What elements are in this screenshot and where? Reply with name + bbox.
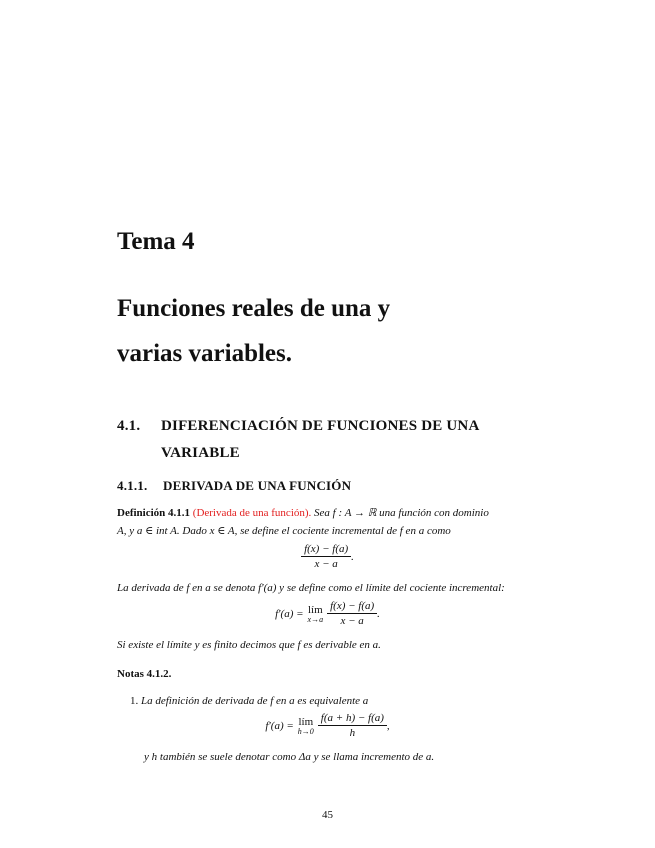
equation-derivative-definition xyxy=(0,600,655,627)
subsection-number: 4.1.1. xyxy=(117,478,148,493)
list-item-number: 1. xyxy=(130,695,139,707)
notes-item1-text: La definición de derivada de f en a es equivalente a xyxy=(141,695,369,707)
equation-derivative-increment xyxy=(0,712,655,739)
equation-punctuation: , xyxy=(386,719,390,732)
subsection-title: DERIVADA DE UNA FUNCIÓN xyxy=(163,478,352,493)
limit-subscript: x→a xyxy=(307,614,324,624)
definition-line1-rest: Sea f : A → ℝ una función con dominio xyxy=(314,507,489,519)
limit-symbol: lím xyxy=(298,715,314,728)
definition-line1 xyxy=(117,504,537,522)
chapter-label: Tema 4 xyxy=(117,228,195,255)
limit-subscript: h→0 xyxy=(297,726,314,736)
fraction-numerator: f(x) − f(a) xyxy=(327,600,377,614)
fraction xyxy=(327,600,377,627)
fraction xyxy=(301,543,351,570)
equation-incremental-quotient xyxy=(0,543,655,570)
section-title-line2: VARIABLE xyxy=(161,445,240,461)
definition-line2: A, y a ∈ int A. Dado x ∈ A, se define el cociente incremental de f en a como xyxy=(117,525,451,537)
definition-label: Definición 4.1.1 xyxy=(117,507,191,519)
fraction-numerator: f(a + h) − f(a) xyxy=(318,712,387,726)
equation-lhs: f′(a) = xyxy=(275,607,304,620)
notes-item1 xyxy=(130,692,368,710)
notes-label: Notas 4.1.2. xyxy=(117,668,172,680)
fraction-denominator: h xyxy=(349,727,356,739)
notes-item1-continuation: y h también se suele denotar como Δa y se llama incremento de a. xyxy=(144,751,435,763)
section-number: 4.1. xyxy=(117,418,141,434)
page-number: 45 xyxy=(322,809,333,821)
equation-punctuation: . xyxy=(377,607,380,620)
fraction xyxy=(318,712,387,739)
chapter-title-line2: varias variables. xyxy=(117,340,292,367)
fraction-denominator: x − a xyxy=(314,558,338,570)
definition-line3: La derivada de f en a se denota f′(a) y se define como el límite del cociente incremental: xyxy=(117,582,505,594)
limit-symbol: lím xyxy=(307,603,323,616)
section-title-line1: DIFERENCIACIÓN DE FUNCIONES DE UNA xyxy=(161,418,480,434)
definition-name: (Derivada de una función). xyxy=(192,507,312,519)
definition-line4: Si existe el límite y es finito decimos que f es derivable en a. xyxy=(117,639,381,651)
fraction-denominator: x − a xyxy=(340,615,364,627)
limit-operator xyxy=(308,604,324,624)
chapter-title-line1: Funciones reales de una y xyxy=(117,295,391,322)
limit-operator xyxy=(298,716,314,736)
equation-lhs: f′(a) = xyxy=(265,719,294,732)
equation-punctuation: . xyxy=(351,550,354,563)
fraction-numerator: f(x) − f(a) xyxy=(301,543,351,557)
